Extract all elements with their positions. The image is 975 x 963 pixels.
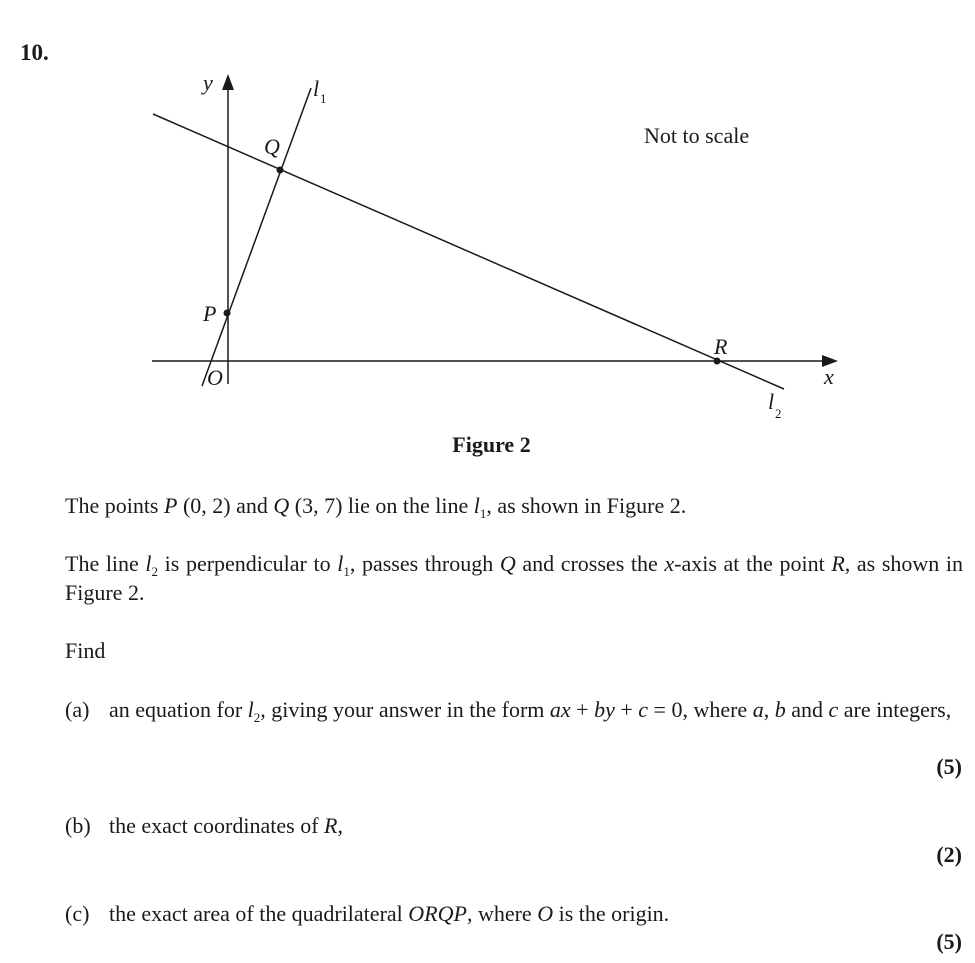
line-l2 xyxy=(153,114,784,389)
intro-paragraph-2: The line $l_2$ is perpendicular to $l_1$, passes through Q and crosses the x-axis at the point R, as shown in Figure 2. xyxy=(65,551,964,605)
part-a xyxy=(65,695,963,755)
y-axis-arrow xyxy=(222,74,234,90)
line-l2-subscript: 2 xyxy=(775,406,782,421)
line-l1 xyxy=(202,88,311,386)
point-p-label: P xyxy=(203,301,217,326)
point-p-dot xyxy=(224,310,231,317)
point-r-label: R xyxy=(714,334,728,359)
part-c-marks: (5) xyxy=(936,929,962,954)
x-axis-label: x xyxy=(824,364,834,389)
y-axis-label: y xyxy=(203,70,213,95)
part-c-text: the exact area of the quadrilateral ORQP, where O is the origin. xyxy=(109,901,670,926)
find-instruction: Find xyxy=(65,638,106,663)
part-b xyxy=(65,811,963,841)
figure-2-diagram xyxy=(0,0,975,470)
part-c-label: (c) xyxy=(65,901,90,926)
point-q-label: Q xyxy=(264,134,280,159)
part-b-text: the exact coordinates of R, xyxy=(109,813,343,838)
point-q-dot xyxy=(277,167,284,174)
part-c xyxy=(65,899,963,929)
question-number: 10. xyxy=(20,40,49,65)
part-a-text: an equation for $l_2$, giving your answer in the form ax + by + c = 0, where a, b and c are integers, xyxy=(109,697,952,725)
part-b-label: (b) xyxy=(65,813,91,838)
line-l1-subscript: 1 xyxy=(320,91,327,106)
part-b-marks: (2) xyxy=(936,842,962,867)
line-l1-label: l xyxy=(313,76,320,101)
line-l2-label: l xyxy=(768,389,775,414)
intro-paragraph-1: The points P (0, 2) and Q (3, 7) lie on the line $l_1$, as shown in Figure 2. xyxy=(65,493,687,521)
origin-label: O xyxy=(207,365,223,390)
part-a-label: (a) xyxy=(65,697,90,722)
figure-caption: Figure 2 xyxy=(452,432,531,457)
not-to-scale-note: Not to scale xyxy=(644,123,750,148)
part-a-marks: (5) xyxy=(936,754,962,779)
